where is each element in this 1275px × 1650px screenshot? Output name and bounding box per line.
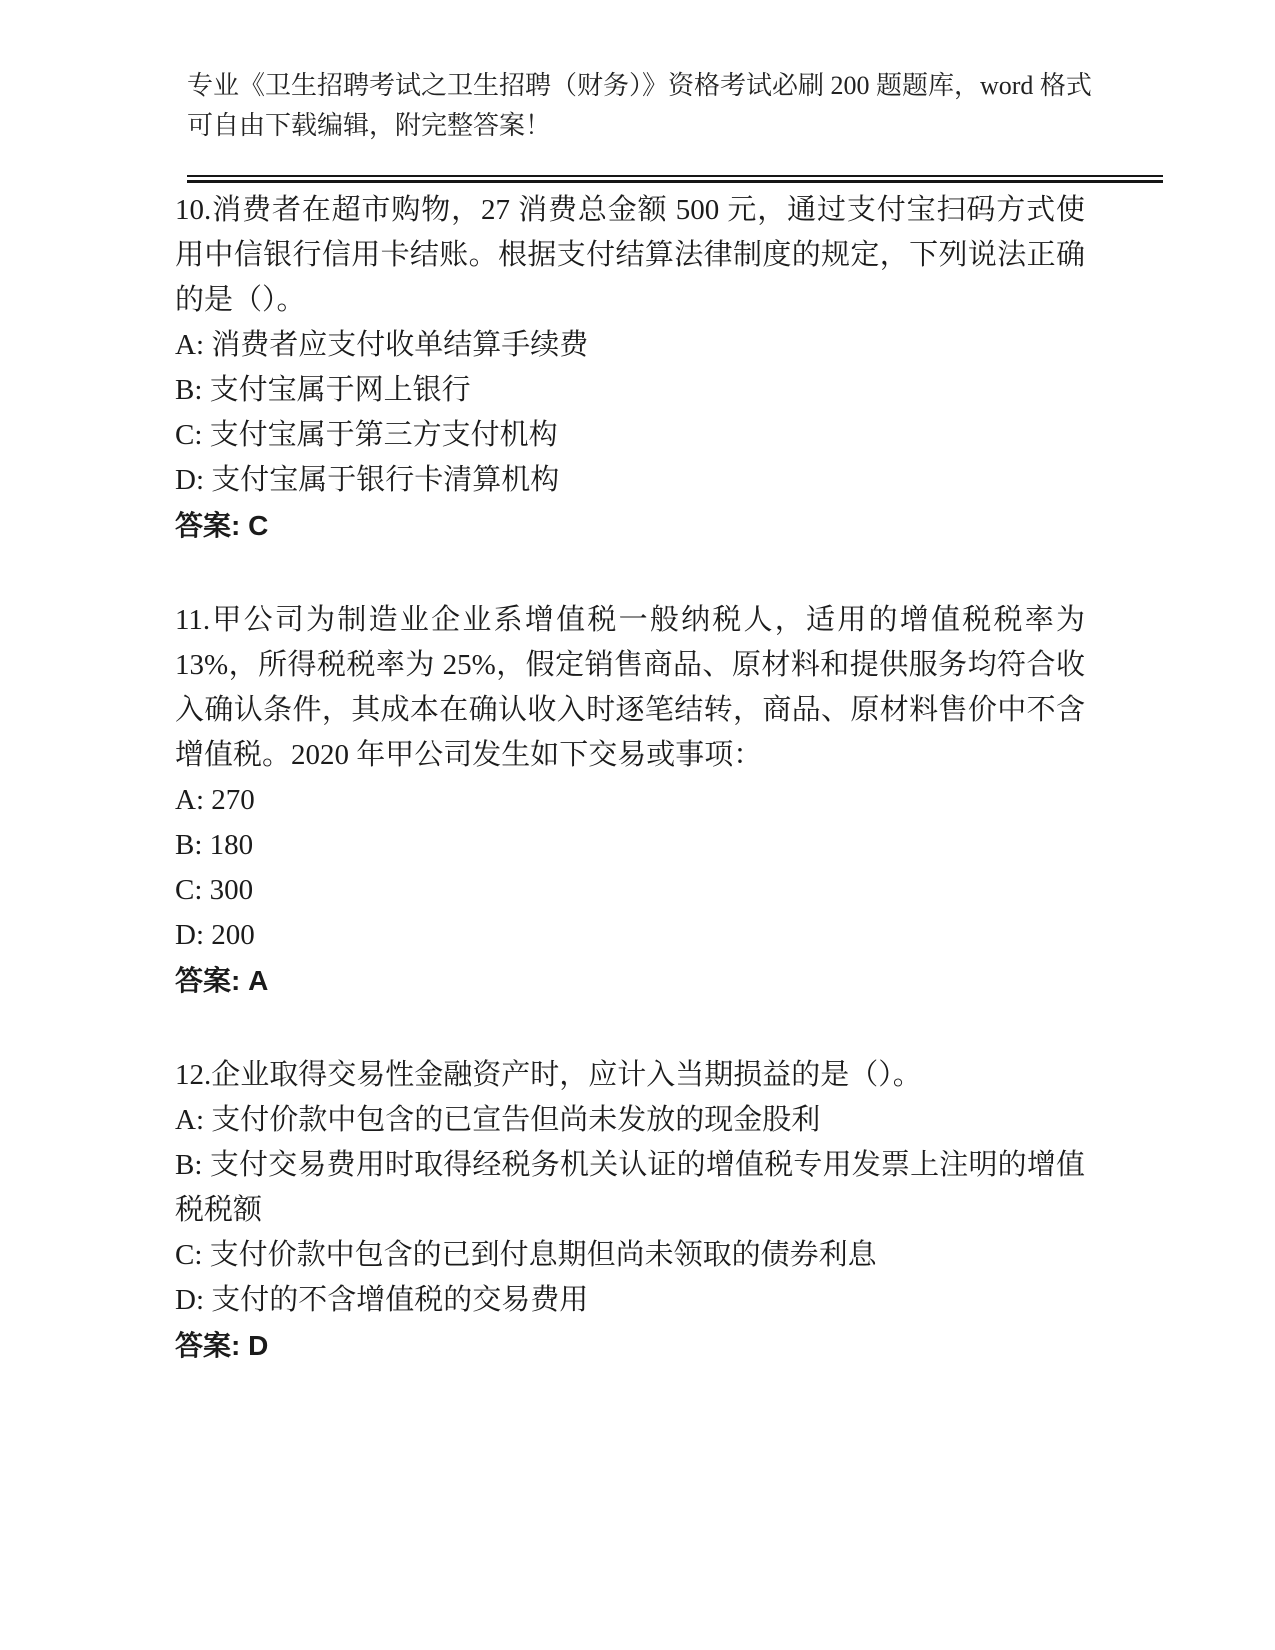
header-divider [187,175,1163,183]
question-12-stem: 12.企业取得交易性金融资产时，应计入当期损益的是（）。 [175,1059,922,1091]
question-block-10 [175,188,1085,548]
document-body [175,188,1085,1368]
header-line-2: 可自由下载编辑，附完整答案！ [187,111,552,140]
question-11-answer: 答案: A [175,965,269,996]
question-10-option-a: A: 消费者应支付收单结算手续费 [175,329,589,361]
question-11-option-c: C: 300 [175,874,254,906]
question-10-stem: 10.消费者在超市购物，27 消费总金额 500 元，通过支付宝扫码方式使用中信银行信用卡结账。根据支付结算法律制度的规定，下列说法正确的是（）。 [175,194,1085,316]
question-10-option-c: C: 支付宝属于第三方支付机构 [175,419,558,451]
document-header [187,66,1163,183]
question-11-stem: 11.甲公司为制造业企业系增值税一般纳税人，适用的增值税税率为 13%，所得税税率为 25%，假定销售商品、原材料和提供服务均符合收入确认条件，其成本在确认收入时逐笔结转，商品、原材料售价中不含增值税。2020 年甲公司发生如下交易或事项： [175,604,1085,771]
question-11-option-d: D: 200 [175,919,255,951]
question-12-option-c: C: 支付价款中包含的已到付息期但尚未领取的债券利息 [175,1239,877,1271]
question-12-option-a: A: 支付价款中包含的已宣告但尚未发放的现金股利 [175,1104,821,1136]
header-line-1: 专业《卫生招聘考试之卫生招聘（财务）》资格考试必刷 200 题题库，word 格式 [187,71,1092,100]
question-12-option-b: B: 支付交易费用时取得经税务机关认证的增值税专用发票上注明的增值税税额 [175,1149,1085,1226]
question-block-12 [175,1053,1085,1368]
question-10-option-d: D: 支付宝属于银行卡清算机构 [175,464,560,496]
question-10-answer: 答案: C [175,510,269,541]
question-11-option-a: A: 270 [175,784,255,816]
question-12-option-d: D: 支付的不含增值税的交易费用 [175,1284,589,1316]
question-11-option-b: B: 180 [175,829,254,861]
question-block-11 [175,598,1085,1003]
question-10-option-b: B: 支付宝属于网上银行 [175,374,471,406]
question-12-answer: 答案: D [175,1330,269,1361]
